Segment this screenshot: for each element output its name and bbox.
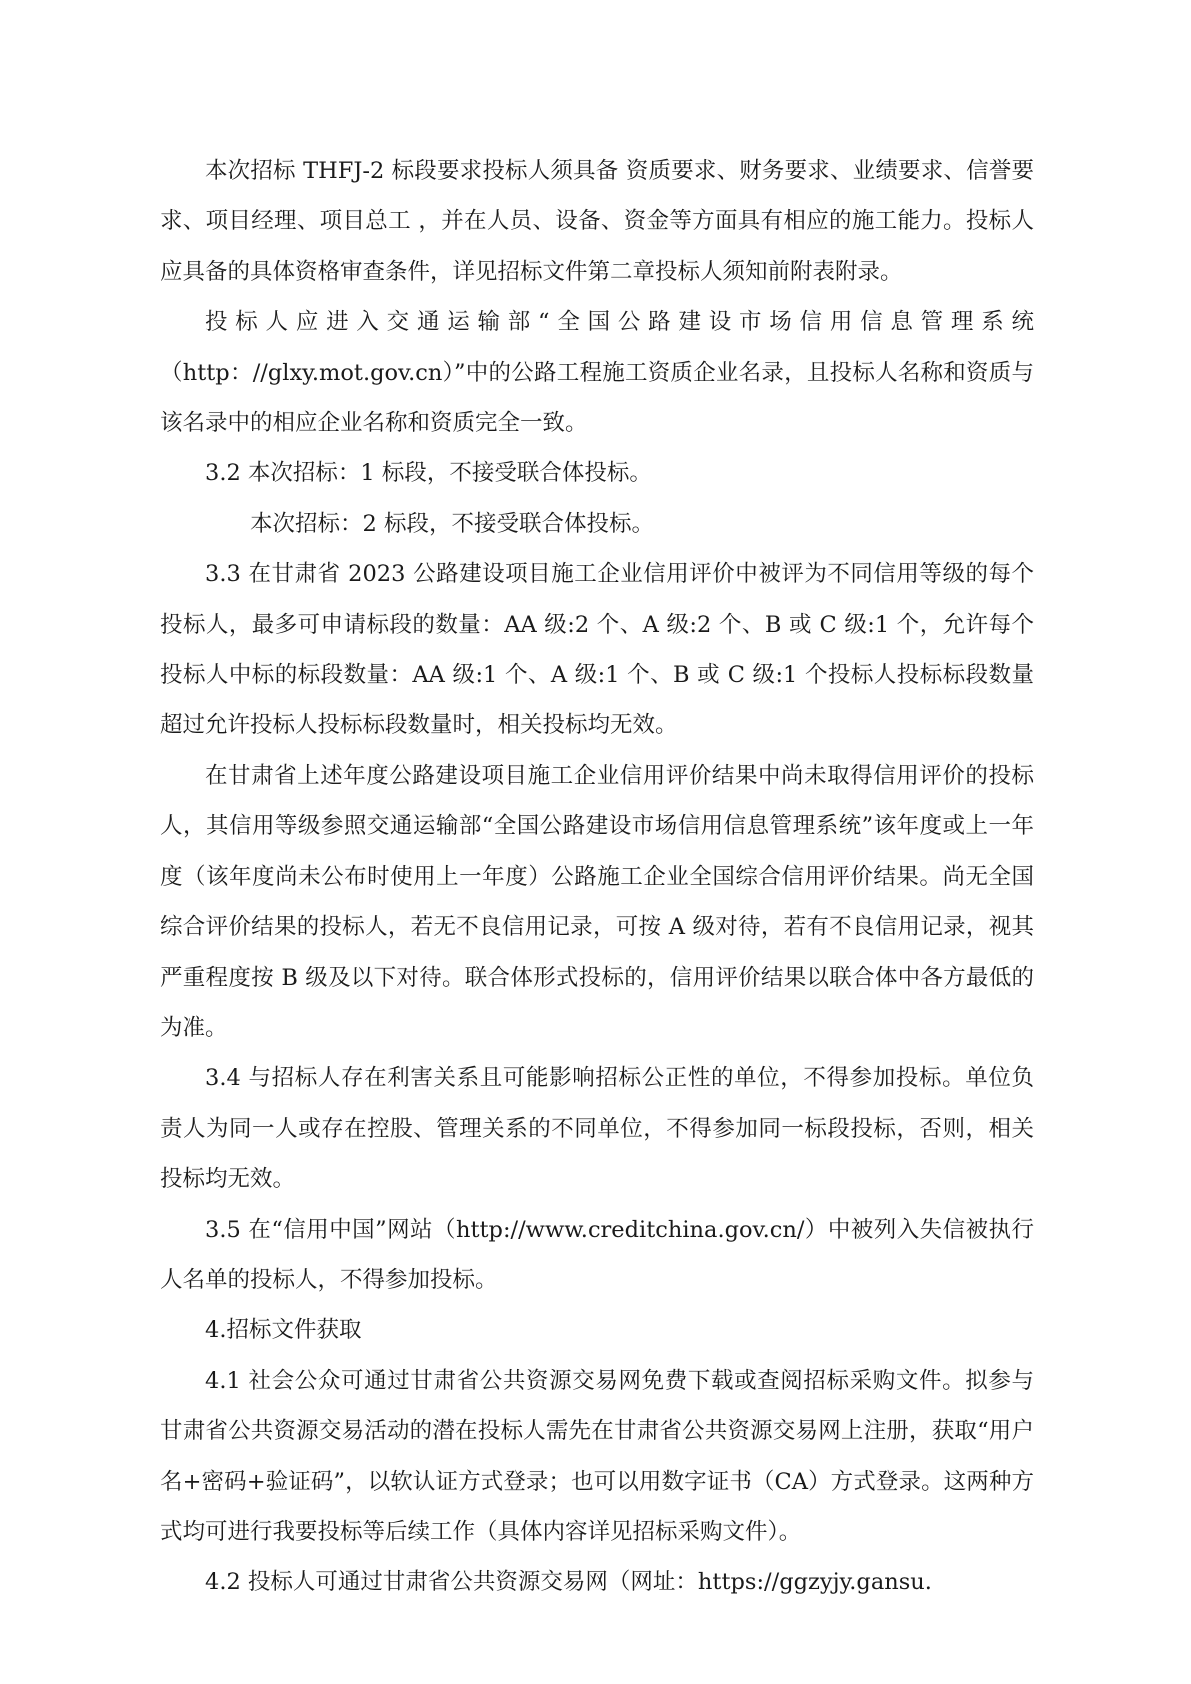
paragraph-credit-rating-rules: 在甘肃省上述年度公路建设项目施工企业信用评价结果中尚未取得信用评价的投标人，其信用等级参照交通运输部“全国公路建设市场信用信息管理系统”该年度或上一年度（该年度尚未公布时使用上一年度）公路施工企业全国综合信用评价结果。尚无全国综合评价结果的投标人，若无不良信用记录，可按 A 级对待，若有不良信用记录，视其严重程度按 B 级及以下对待。联合体形式投标的，信用评价结果以联合体中各方最低的为准。 [160, 762, 1034, 1041]
paragraph-section-3-2: 3.2 本次招标：1 标段，不接受联合体投标。 [205, 460, 652, 487]
paragraph-section-4-1: 4.1 社会公众可通过甘肃省公共资源交易网免费下载或查阅招标采购文件。拟参与甘肃省公共资源交易活动的潜在投标人需先在甘肃省公共资源交易网上注册，获取“用户名+密码+验证码”，以软认证方式登录；也可以用数字证书（CA）方式登录。这两种方式均可进行我要投标等后续工作（具体内容详见招标采购文件）。 [160, 1367, 1034, 1545]
document-body [160, 146, 1034, 1608]
paragraph-section-3-2-continued: 本次招标：2 标段，不接受联合体投标。 [250, 510, 654, 537]
paragraph-qualification-requirements: 本次招标 THFJ-2 标段要求投标人须具备 资质要求、财务要求、业绩要求、信誉要求、项目经理、项目总工 ，并在人员、设备、资金等方面具有相应的施工能力。投标人应具备的具体资格审查条件，详见招标文件第二章投标人须知前附表附录。 [160, 158, 1034, 285]
paragraph-section-3-4: 3.4 与招标人存在利害关系且可能影响招标公正性的单位，不得参加投标。单位负责人为同一人或存在控股、管理关系的不同单位，不得参加同一标段投标，否则，相关投标均无效。 [160, 1065, 1034, 1193]
paragraph-credit-system-registry: 投标人应进入交通运输部“全国公路建设市场信用信息管理系统（http：//glxy.mot.gov.cn）”中的公路工程施工资质企业名录，且投标人名称和资质与该名录中的相应企业名称和资质完全一致。 [160, 309, 1034, 437]
heading-section-4: 4.招标文件获取 [205, 1317, 362, 1344]
paragraph-section-3-5: 3.5 在“信用中国”网站（http://www.creditchina.gov.cn/）中被列入失信被执行人名单的投标人，不得参加投标。 [160, 1216, 1034, 1293]
paragraph-section-4-2: 4.2 投标人可通过甘肃省公共资源交易网（网址：https://ggzyjy.gansu. [205, 1569, 932, 1596]
paragraph-section-3-3: 3.3 在甘肃省 2023 公路建设项目施工企业信用评价中被评为不同信用等级的每个投标人，最多可申请标段的数量：AA 级:2 个、A 级:2 个、B 或 C 级:1 个，允许每个投标人中标的标段数量：AA 级:1 个、A 级:1 个、B 或 C 级:1 个投标人投标标段数量超过允许投标人投标标段数量时，相关投标均无效。 [160, 561, 1034, 739]
